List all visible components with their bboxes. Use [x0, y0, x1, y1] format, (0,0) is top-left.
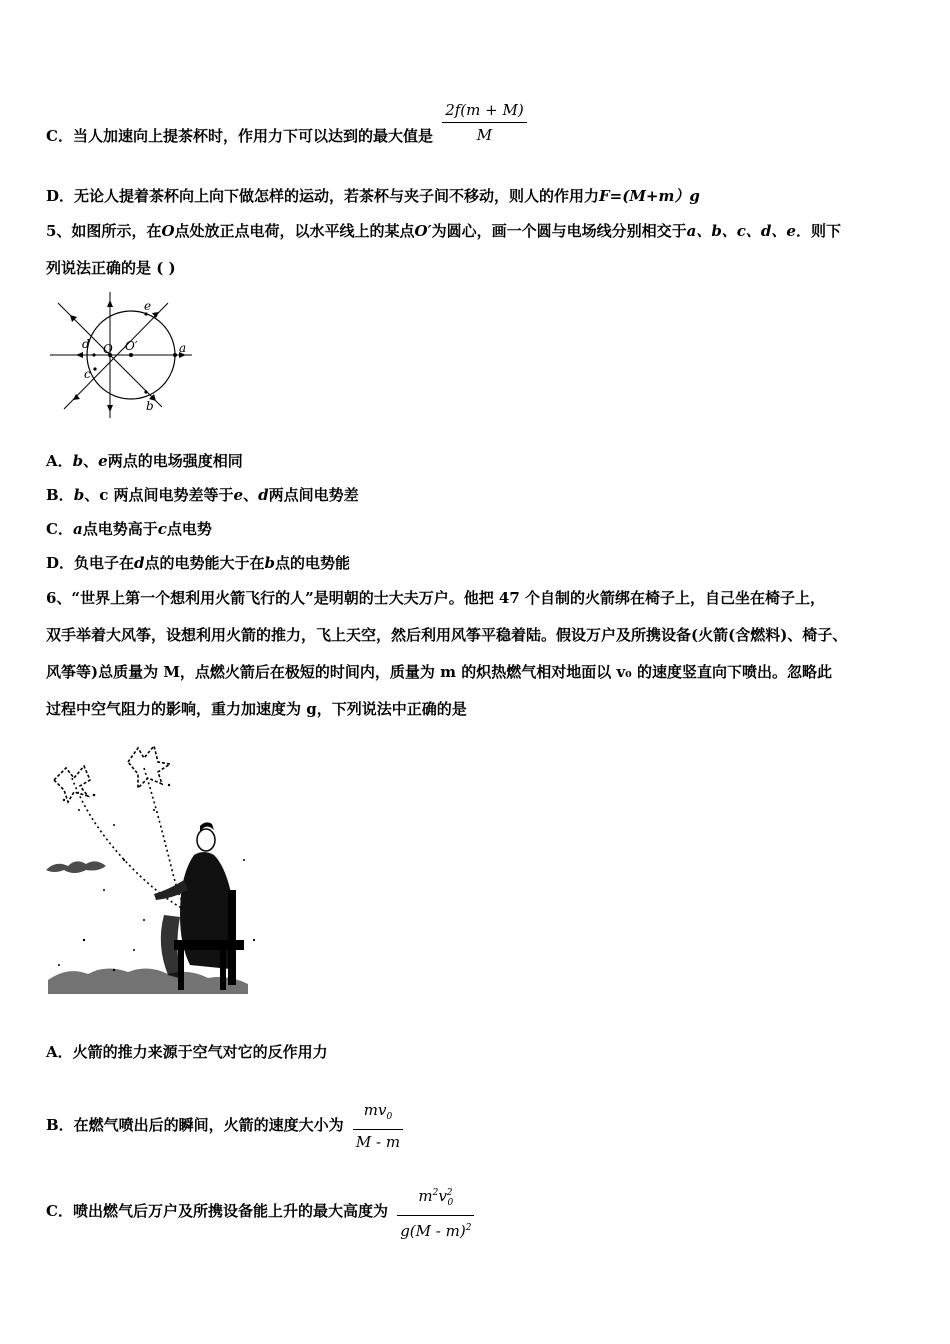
arrow-left: [76, 352, 83, 358]
q6-b-fraction: $\frac{mv_0}{M - m}$: [353, 1100, 403, 1152]
label-a: a: [179, 341, 187, 355]
q5-stem-line-2: 列说法正确的是 ( ): [46, 259, 176, 277]
label-c: c: [84, 367, 91, 381]
q6-stem-line-3: 风筝等)总质量为 M，点燃火箭后在极短的时间内，质量为 m 的炽热燃气相对地面以 v₀ 的速度竖直向下喷出。忽略此: [46, 663, 832, 681]
point-O-prime: [129, 353, 133, 357]
q6-stem-line-4: 过程中空气阻力的影响，重力加速度为 g，下列说法中正确的是: [46, 700, 467, 718]
label-O-prime: O′: [125, 339, 138, 353]
label-d: d: [82, 337, 90, 351]
q5-option-b: B．b、c 两点间电势差等于e、d两点间电势差: [46, 486, 359, 504]
q6-c-fraction: $\frac{m^2v^2_0}{g(M - m)^2}$: [397, 1183, 474, 1241]
arrow-down: [107, 405, 113, 412]
q5-option-a: A．b、e两点的电场强度相同: [46, 452, 243, 470]
arrow-up: [107, 300, 113, 307]
q6-stem-line-1: 6、“世界上第一个想利用火箭飞行的人”是明朝的士大夫万户。他把 47 个自制的火箭绑在椅子上，自己坐在椅子上，: [46, 589, 826, 607]
electric-field-diagram: [46, 290, 196, 420]
q5-option-c: C．a点电势高于c点电势: [46, 520, 212, 538]
arrow-lower-left: [73, 394, 80, 400]
label-O: O: [103, 342, 113, 356]
point-a: [173, 353, 177, 357]
point-c: [93, 367, 96, 370]
q4-c-fraction: $\frac{2f(m + M)}{M}$: [442, 100, 527, 145]
seated-man: [154, 822, 244, 990]
q6-option-a: A．火箭的推力来源于空气对它的反作用力: [46, 1043, 328, 1061]
q4-option-c: C．当人加速向上提茶杯时，作用力下可以达到的最大值是 $\frac{2f(m + M)}{M}$: [46, 126, 527, 146]
point-b: [144, 390, 147, 393]
q5-stem-line-1: 5、如图所示，在O点处放正点电荷，以水平线上的某点O′为圆心，画一个圆与电场线分别相交于a、b、c、d、e．则下: [46, 222, 841, 240]
q6-option-b: B．在燃气喷出后的瞬间，火箭的速度大小为 $\frac{mv_0}{M - m}$: [46, 1100, 403, 1152]
point-d: [92, 353, 95, 356]
label-b: b: [146, 399, 154, 413]
wan-hu-illustration: [44, 740, 264, 1005]
q5-option-d: D．负电子在d点的电势能大于在b点的电势能: [46, 554, 351, 572]
label-e: e: [144, 299, 152, 313]
q4-option-d: D．无论人提着茶杯向上向下做怎样的运动，若茶杯与夹子间不移动，则人的作用力F=(M+m）g: [46, 187, 700, 205]
q6-stem-line-2: 双手举着大风筝，设想利用火箭的推力，飞上天空，然后利用风筝平稳着陆。假设万户及所携设备(火箭(含燃料)、椅子、: [46, 626, 848, 644]
q6-option-c: C．喷出燃气后万户及所携设备能上升的最大高度为 $\frac{m^2v^2_0}{g(M - m)^2}$: [46, 1183, 474, 1241]
